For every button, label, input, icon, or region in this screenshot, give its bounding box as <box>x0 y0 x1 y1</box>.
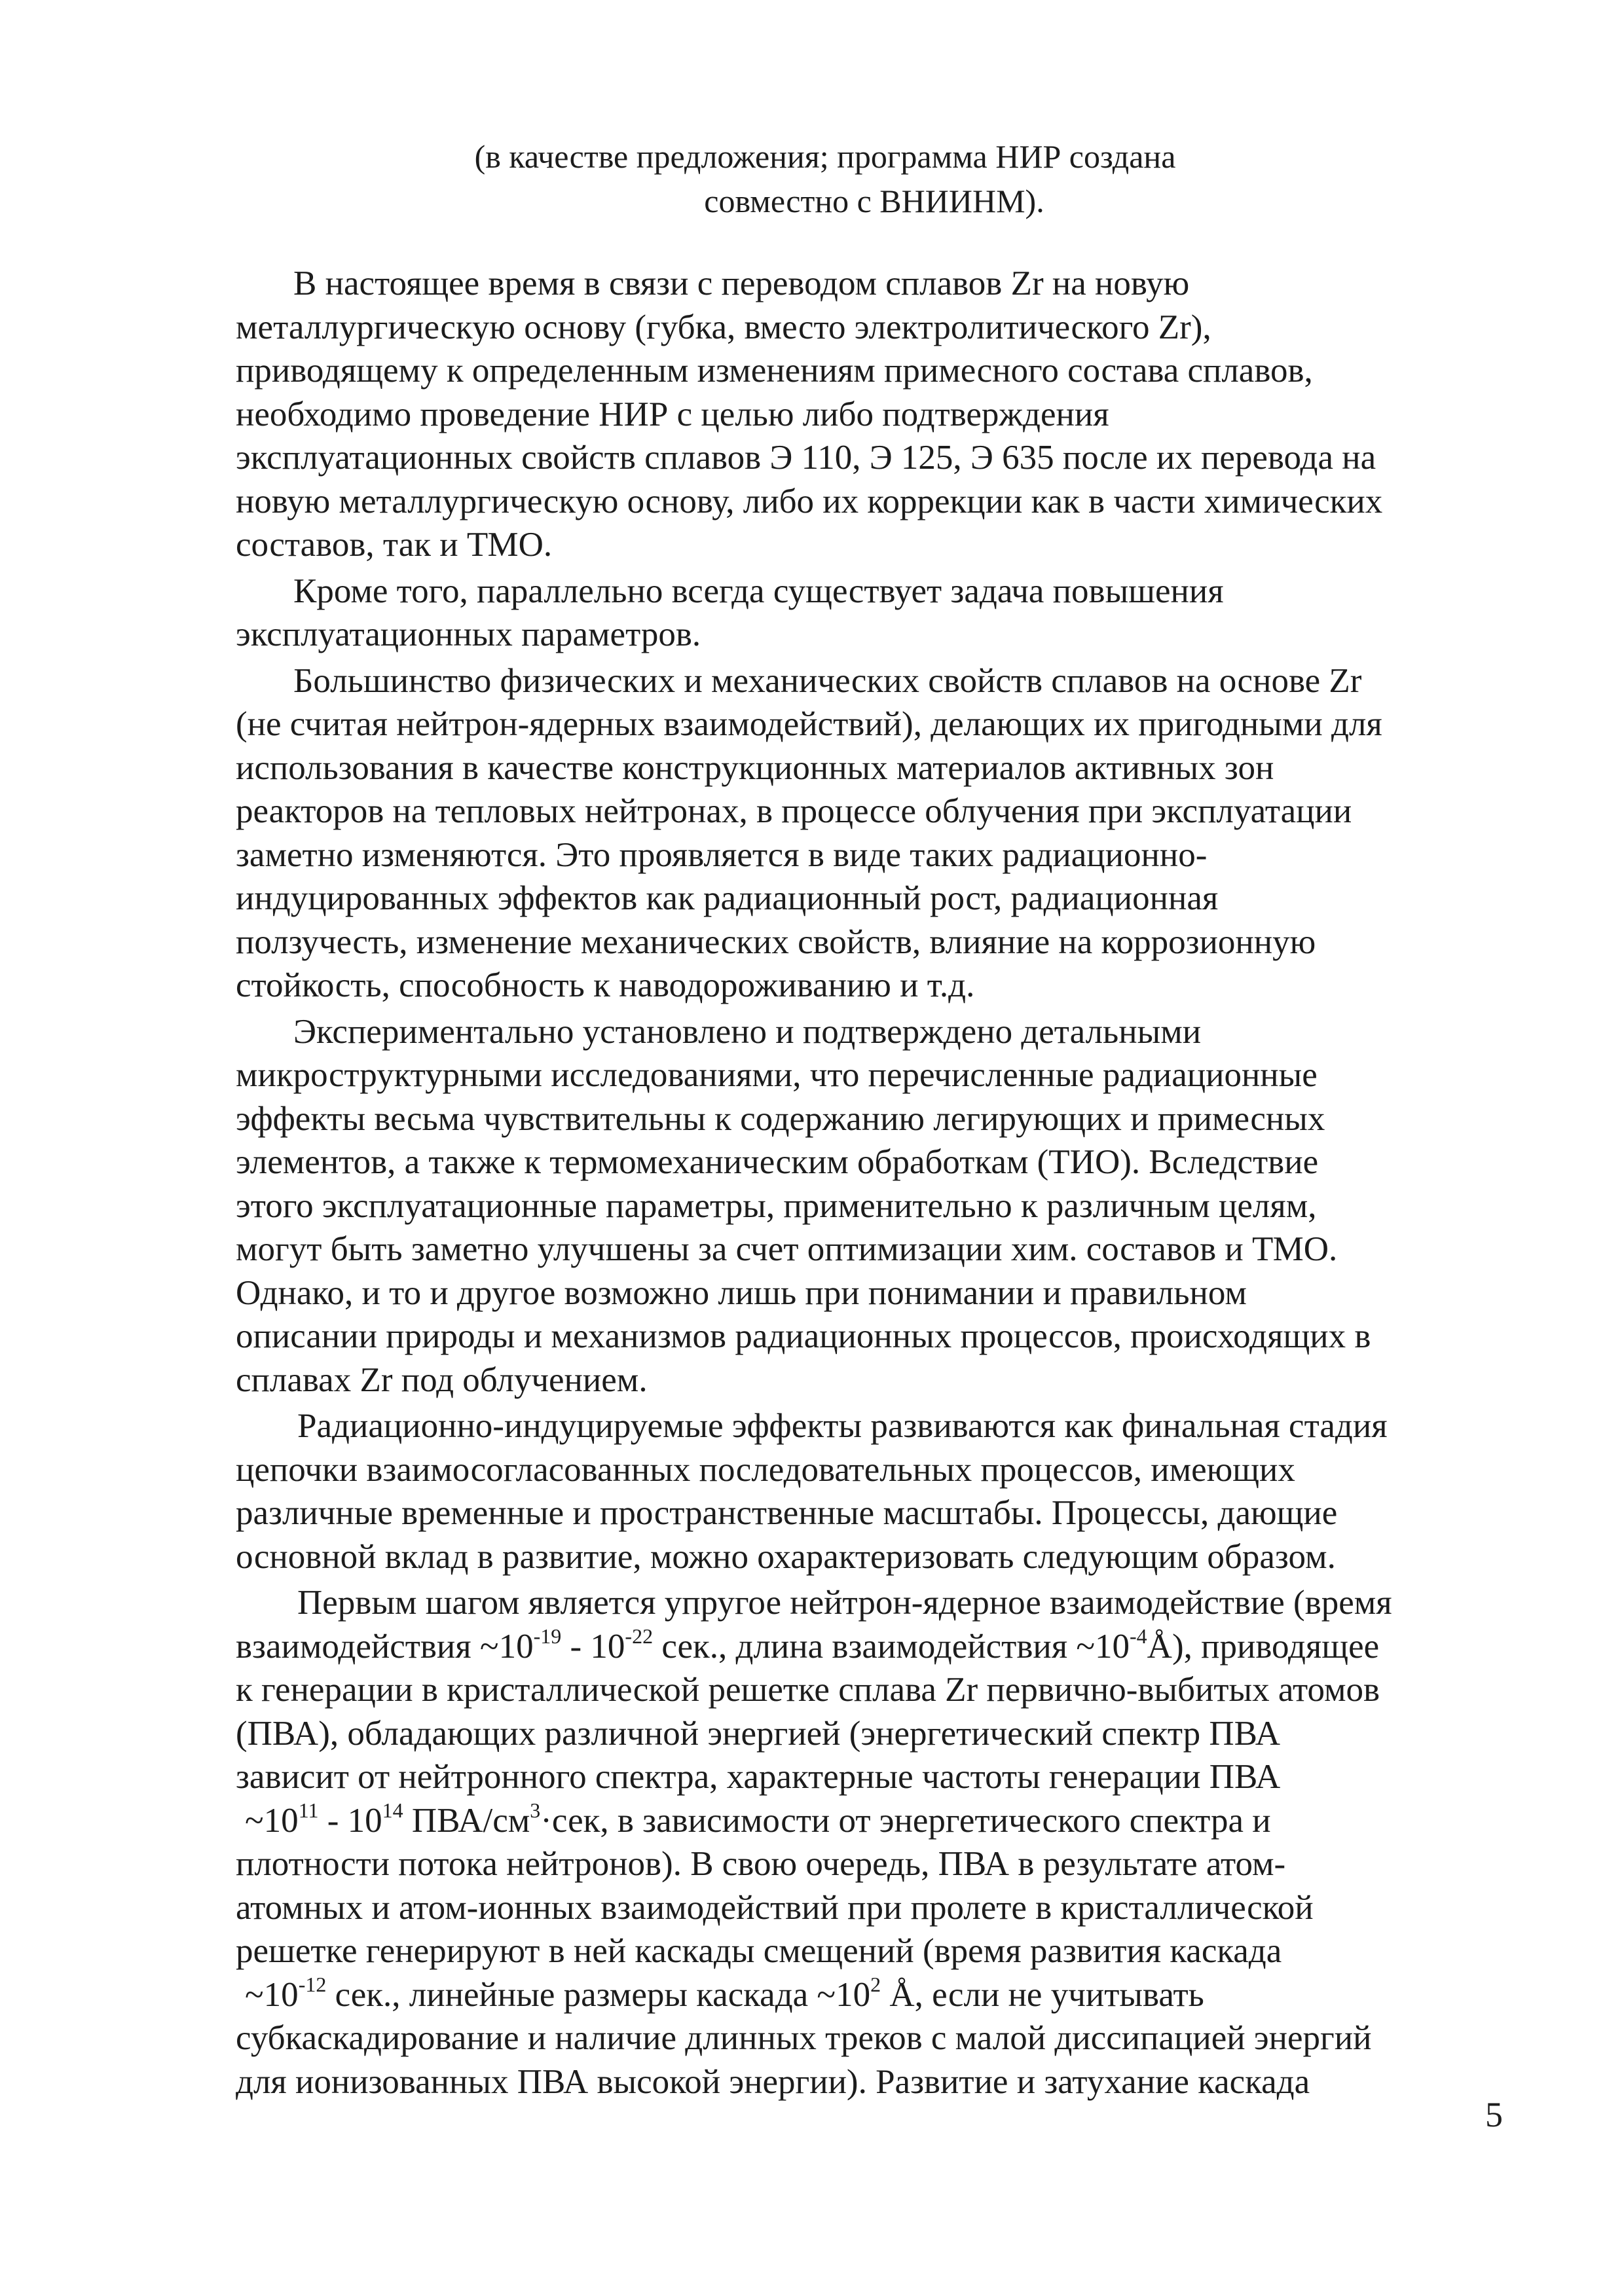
paragraph-line: реакторов на тепловых нейтронах, в процессе облучения при эксплуатации <box>236 792 1352 830</box>
paragraph-3 <box>236 659 1539 1008</box>
paragraph-line: решетке генерируют в ней каскады смещений (время развития каскада <box>236 1932 1282 1970</box>
paragraph-line: сплавах Zr под облучением. <box>236 1360 648 1399</box>
superscript: 14 <box>382 1798 403 1822</box>
paragraph-line: Большинство физических и механических свойств сплавов на основе Zr <box>293 661 1362 700</box>
paragraph-line: стойкость, способность к наводороживанию и т.д. <box>236 966 975 1004</box>
text-run: ·сек, в зависимости от энергетического спектра и <box>540 1801 1271 1840</box>
paragraph-line: необходимо проведение НИР с целью либо подтверждения <box>236 395 1109 433</box>
paragraph-line: описании природы и механизмов радиационных процессов, происходящих в <box>236 1317 1371 1355</box>
paragraph-line: (ПВА), обладающих различной энергией (энергетический спектр ПВА <box>236 1714 1280 1753</box>
paragraph-line: Однако, и то и другое возможно лишь при понимании и правильном <box>236 1273 1247 1312</box>
text-run: - 10 <box>318 1801 382 1840</box>
paragraph-1 <box>236 262 1539 567</box>
paragraph-line: элементов, а также к термомеханическим обработкам (ТИО). Вследствие <box>236 1143 1319 1181</box>
paragraph-line: зависит от нейтронного спектра, характерные частоты генерации ПВА <box>236 1758 1281 1796</box>
text-run: Å), приводящее <box>1147 1627 1380 1666</box>
paragraph-line: использования в качестве конструкционных материалов активных зон <box>236 748 1274 787</box>
header-line-2: совместно с ВНИИНМ). <box>704 183 1044 219</box>
paragraph-line: (не считая нейтрон-ядерных взаимодействий), делающих их пригодными для <box>236 705 1382 743</box>
paragraph-line: индуцированных эффектов как радиационный рост, радиационная <box>236 879 1219 917</box>
paragraph-line-with-superscripts <box>236 1625 1539 1669</box>
paragraph-line: эффекты весьма чувствительны к содержанию легирующих и примесных <box>236 1099 1325 1138</box>
text-run: ~10 <box>245 1975 299 2014</box>
paragraph-line: Кроме того, параллельно всегда существует задача повышения <box>293 572 1224 610</box>
text-run: ПВА/см <box>403 1801 530 1840</box>
text-run: сек., линейные размеры каскада ~10 <box>326 1975 871 2014</box>
paragraph-line-with-superscripts <box>236 1799 1539 1843</box>
text-run: ~10 <box>245 1801 299 1840</box>
paragraph-line-with-superscripts <box>236 1973 1539 2017</box>
paragraph-line: этого эксплуатационные параметры, применительно к различным целям, <box>236 1186 1317 1225</box>
text-run: сек., длина взаимодействия ~10 <box>653 1627 1130 1666</box>
paragraph-line: Первым шагом является упругое нейтрон-ядерное взаимодействие (время <box>297 1584 1392 1622</box>
superscript: -22 <box>625 1624 654 1648</box>
paragraph-line: новую металлургическую основу, либо их коррекции как в части химических <box>236 482 1383 520</box>
superscript: -12 <box>298 1972 327 1996</box>
paragraph-line: к генерации в кристаллической решетке сплава Zr первично-выбитых атомов <box>236 1671 1380 1709</box>
document-header <box>367 134 1283 223</box>
paragraph-line: Радиационно-индуцируемые эффекты развиваются как финальная стадия <box>297 1407 1388 1445</box>
header-line-1: (в качестве предложения; программа НИР создана <box>474 138 1176 175</box>
paragraph-line: могут быть заметно улучшены за счет оптимизации хим. составов и ТМО. <box>236 1230 1338 1268</box>
text-run: Å, если не учитывать <box>881 1975 1204 2014</box>
paragraph-line: металлургическую основу (губка, вместо электролитического Zr), <box>236 308 1211 346</box>
paragraph-6 <box>236 1581 1539 2104</box>
paragraph-line: эксплуатационных свойств сплавов Э 110, Э 125, Э 635 после их перевода на <box>236 439 1376 477</box>
paragraph-line: заметно изменяются. Это проявляется в виде таких радиационно- <box>236 835 1208 874</box>
paragraph-line: различные временные и пространственные масштабы. Процессы, дающие <box>236 1494 1338 1532</box>
paragraph-line: Экспериментально установлено и подтверждено детальными <box>293 1012 1202 1051</box>
paragraph-line: плотности потока нейтронов). В свою очередь, ПВА в результате атом- <box>236 1845 1286 1883</box>
superscript: 3 <box>530 1798 541 1822</box>
paragraph-line: атомных и атом-ионных взаимодействий при пролете в кристаллической <box>236 1888 1314 1927</box>
paragraph-4 <box>236 1010 1539 1402</box>
paragraph-2 <box>236 570 1539 657</box>
paragraph-line: ползучесть, изменение механических свойств, влияние на коррозионную <box>236 922 1316 961</box>
paragraph-line: микроструктурными исследованиями, что перечисленные радиационные <box>236 1056 1318 1094</box>
paragraph-line: приводящему к определенным изменениям примесного состава сплавов, <box>236 352 1313 390</box>
paragraph-line: составов, так и ТМО. <box>236 526 553 564</box>
page-number: 5 <box>1485 2095 1503 2134</box>
paragraph-line: основной вклад в развитие, можно охарактеризовать следующим образом. <box>236 1537 1336 1576</box>
superscript: 11 <box>298 1798 319 1822</box>
paragraph-line: для ионизованных ПВА высокой энергии). Развитие и затухание каскада <box>236 2062 1310 2101</box>
paragraph-line: В настоящее время в связи с переводом сплавов Zr на новую <box>293 264 1190 302</box>
paragraph-line: эксплуатационных параметров. <box>236 615 701 653</box>
paragraph-line: цепочки взаимосогласованных последовательных процессов, имеющих <box>236 1450 1295 1489</box>
paragraph-line: субкаскадирование и наличие длинных треков с малой диссипацией энергий <box>236 2019 1372 2057</box>
superscript: -19 <box>533 1624 562 1648</box>
superscript: 2 <box>870 1972 881 1996</box>
text-run: - 10 <box>561 1627 625 1666</box>
text-run: взаимодействия ~10 <box>236 1627 534 1666</box>
superscript: -4 <box>1130 1624 1147 1648</box>
document-body <box>236 262 1539 2106</box>
paragraph-5 <box>236 1404 1539 1578</box>
